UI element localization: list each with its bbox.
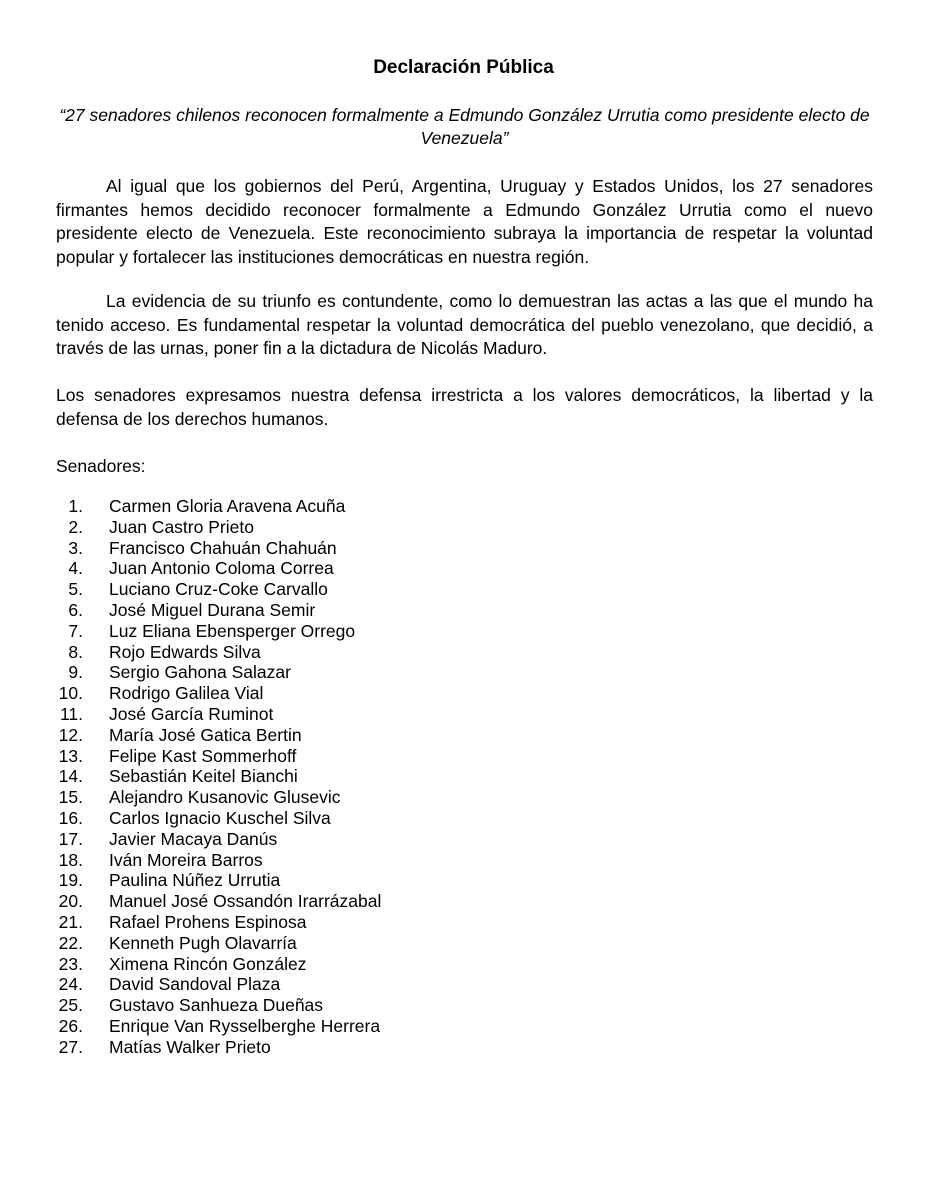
senator-list-item [56,537,337,559]
paragraph-recognition: Al igual que los gobiernos del Perú, Argentina, Uruguay y Estados Unidos, los 27 senadores firmantes hemos decidido reconocer formalmente a Edmundo González Urrutia como el nuevo presidente electo de Venezuela. Este reconocimiento subraya la importancia de respetar la voluntad popular y fortalecer las instituciones democráticas en nuestra región. [56,176,873,267]
senator-list-item [56,932,297,954]
senator-list-item [56,828,278,850]
senator-name: Luz Eliana Ebensperger Orrego [109,620,356,641]
senator-name: Sebastián Keitel Bianchi [109,766,298,787]
senator-number: 18. [58,849,83,870]
senator-name: Alejandro Kusanovic Glusevic [109,787,341,808]
senator-number: 22. [58,932,83,953]
senator-list-item [56,641,261,663]
senator-list-item [56,766,298,787]
senator-number: 19. [58,870,83,891]
senator-list-item [56,599,316,621]
senators-heading: Senadores: [56,456,146,476]
senator-name: Rodrigo Galilea Vial [109,683,264,704]
senator-list-item [56,849,263,871]
senator-name: Luciano Cruz-Coke Carvallo [109,579,328,600]
senator-name: Felipe Kast Sommerhoff [109,745,297,766]
senator-list-item [56,745,297,767]
senator-name: José García Ruminot [109,703,274,724]
senator-number: 11. [59,703,83,724]
senator-number: 20. [58,891,83,912]
senator-number: 16. [58,807,83,828]
senators-list [56,496,382,1058]
senator-number: 23. [58,953,83,974]
senator-number: 5. [68,579,83,600]
senator-list-item [56,953,307,975]
senator-list-item [56,724,302,746]
senator-number: 2. [68,516,83,537]
senator-number: 6. [68,599,83,620]
senator-list-item [56,683,264,704]
paragraph-values: Los senadores expresamos nuestra defensa irrestricta a los valores democráticos, la libertad y la defensa de los derechos humanos. [56,385,873,429]
senator-list-item [56,787,341,808]
senator-list-item [56,995,324,1016]
senator-number: 12. [58,724,83,745]
senator-name: Francisco Chahuán Chahuán [109,537,337,558]
senator-number: 4. [68,558,83,579]
senator-list-item [56,870,281,891]
senator-name: Rafael Prohens Espinosa [109,911,307,932]
senator-number: 8. [68,641,83,662]
senator-name: Rojo Edwards Silva [109,641,261,662]
senator-list-item [56,974,281,995]
senator-list-item [56,1015,381,1037]
senator-name: Kenneth Pugh Olavarría [109,932,297,953]
senator-name: Paulina Núñez Urrutia [109,870,281,891]
senator-number: 7. [68,620,83,641]
senator-number: 9. [68,662,83,683]
senator-name: Matías Walker Prieto [109,1036,271,1057]
senator-name: Enrique Van Rysselberghe Herrera [109,1015,381,1036]
senator-number: 15. [58,787,83,808]
senator-number: 25. [58,995,83,1016]
senator-name: Ximena Rincón González [109,953,307,974]
senator-name: Manuel José Ossandón Irarrázabal [109,891,382,912]
senator-list-item [56,1036,271,1058]
senator-name: María José Gatica Bertin [109,724,302,745]
senator-number: 27. [58,1036,83,1057]
paragraph-evidence: La evidencia de su triunfo es contundente, como lo demuestran las actas a las que el mundo ha tenido acceso. Es fundamental respetar la voluntad democrática del pueblo venezolano, que decidió, a través de las urnas, poner fin a la dictadura de Nicolás Maduro. [56,291,873,358]
senator-list-item [56,703,274,725]
senator-name: David Sandoval Plaza [109,974,281,995]
senator-number: 3. [68,537,83,558]
senator-name: Carmen Gloria Aravena Acuña [109,496,346,516]
senator-name: Juan Castro Prieto [109,516,254,537]
senator-list-item [56,891,382,912]
senator-name: Juan Antonio Coloma Correa [109,558,334,579]
senator-number: 1. [68,496,83,516]
senator-list-item [56,911,307,933]
document-subtitle: “27 senadores chilenos reconocen formalmente a Edmundo González Urrutia como presidente electo de Venezuela” [59,105,870,148]
senator-list-item [56,558,334,579]
senator-list-item [56,496,346,517]
document-title: Declaración Pública [373,57,554,78]
senator-number: 21. [58,911,83,932]
senator-list-item [56,516,254,538]
senator-number: 17. [58,828,83,849]
senator-name: Carlos Ignacio Kuschel Silva [109,807,331,828]
senator-name: Gustavo Sanhueza Dueñas [109,995,324,1016]
senator-list-item [56,579,328,600]
senator-list-item [56,620,356,642]
senator-name: Javier Macaya Danús [109,828,278,849]
senator-name: Sergio Gahona Salazar [109,662,291,683]
senator-name: Iván Moreira Barros [109,849,263,870]
senator-list-item [56,662,291,683]
senator-name: José Miguel Durana Semir [109,599,316,620]
senator-number: 13. [58,745,83,766]
senator-list-item [56,807,331,829]
senator-number: 24. [58,974,83,995]
senator-number: 26. [58,1015,83,1036]
senator-number: 10. [58,683,83,704]
senator-number: 14. [58,766,83,787]
